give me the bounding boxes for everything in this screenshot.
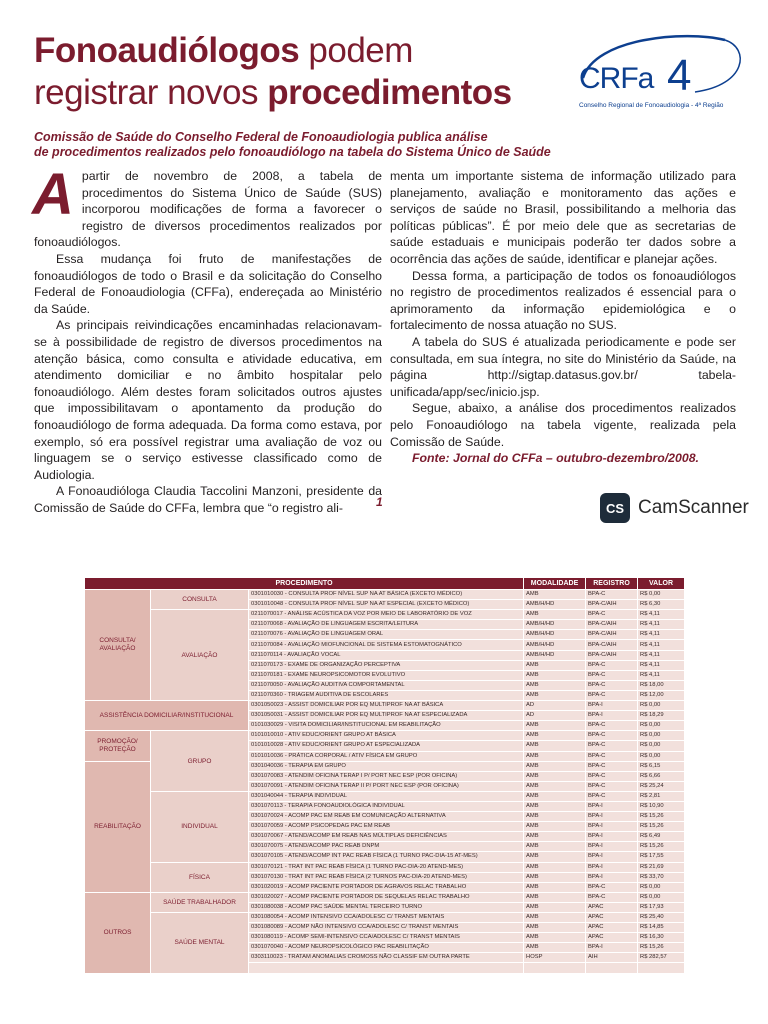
table-row xyxy=(85,913,685,923)
camscanner-watermark xyxy=(600,493,749,523)
cell-procedure: 0301010048 - CONSULTA PROF NÍVEL SUP NA AT ESPECIAL (EXCETO MÉDICO) xyxy=(249,600,524,610)
cell-modality: AMB xyxy=(524,610,586,620)
cell-modality: AMB xyxy=(524,721,586,731)
cell-registry: BPA-C xyxy=(586,781,638,791)
cell-procedure: 0211070050 - AVALIAÇÃO AUDITIVA COMPORTAMENTAL xyxy=(249,680,524,690)
subtitle-line-2: de procedimentos realizados pelo fonoaudiólogo na tabela do Sistema Único de Saúde xyxy=(34,145,551,159)
cell-registry: APAC xyxy=(586,913,638,923)
cell-value: R$ 18,00 xyxy=(638,680,685,690)
cell-registry: BPA-I xyxy=(586,711,638,721)
cell-modality: AMB xyxy=(524,933,586,943)
cell-procedure: 0101010036 - PRÁTICA CORPORAL / ATIV FÍSICA EM GRUPO xyxy=(249,751,524,761)
cell-procedure: 0303110023 - TRATAM ANOMALIAS CROMOSS NÃO CLASSIF EM OUTRA PARTE xyxy=(249,953,524,963)
cell-modality: AMB/H/HD xyxy=(524,650,586,660)
cell-procedure: 0211070068 - AVALIAÇÃO DE LINGUAGEM ESCRITA/LEITURA xyxy=(249,620,524,630)
title-normal-1: podem xyxy=(299,31,413,70)
subgroup-cell: AVALIAÇÃO xyxy=(151,610,249,701)
logo-text: CRFa xyxy=(579,62,654,95)
cell-modality: AD xyxy=(524,711,586,721)
cell-registry: BPA-C xyxy=(586,670,638,680)
paragraph: menta um importante sistema de informação utilizado para planejamento, avaliação e monitoramento das ações e serviços de saúde no Brasil, possibilitando a melhoria das políticas públicas”. É por meio dele que as secretarias de saúde estaduais e municipais poderão ter dados sobre a ocorrência das ações de saúde, identificar e planejar ações. xyxy=(390,169,736,266)
cell-procedure: 0211070017 - ANÁLISE ACÚSTICA DA VOZ POR MEIO DE LABORATÓRIO DE VOZ xyxy=(249,610,524,620)
paragraph: A tabela do SUS é atualizada periodicamente e pode ser consultada, em sua íntegra, no site do Ministério da Saúde, na página http://sigtap.datasus.gov.br/ tabela-unificada/app/sec/inicio.jsp. xyxy=(390,334,736,399)
cell-modality: AMB xyxy=(524,660,586,670)
cell-registry: APAC xyxy=(586,933,638,943)
cell-value xyxy=(638,963,685,973)
cell-procedure: 0301070059 - ACOMP PSICOPEDAG PAC EM REAB xyxy=(249,822,524,832)
cell-registry: BPA-C/AIH xyxy=(586,630,638,640)
cell-value: R$ 0,00 xyxy=(638,590,685,600)
cell-value: R$ 2,81 xyxy=(638,791,685,801)
cell-procedure: 0301070024 - ACOMP PAC EM REAB EM COMUNICAÇÃO ALTERNATIVA xyxy=(249,812,524,822)
cell-modality: AMB xyxy=(524,852,586,862)
cell-value: R$ 6,15 xyxy=(638,761,685,771)
cell-registry: BPA-I xyxy=(586,943,638,953)
cell-registry: APAC xyxy=(586,902,638,912)
cell-modality: AMB xyxy=(524,892,586,902)
table-row xyxy=(85,731,685,741)
cell-procedure: 0301050023 - ASSIST DOMICILIAR POR EQ MULTIPROF NA AT BÁSICA xyxy=(249,701,524,711)
cell-value: R$ 12,00 xyxy=(638,690,685,700)
cell-value: R$ 10,90 xyxy=(638,801,685,811)
cell-registry: BPA-I xyxy=(586,822,638,832)
header-procedimento: PROCEDIMENTO xyxy=(85,578,524,590)
title-bold-1: Fonoaudiólogos xyxy=(34,31,300,70)
cell-registry: BPA-C/AIH xyxy=(586,600,638,610)
cell-registry: BPA-I xyxy=(586,801,638,811)
cell-modality: AMB/H/HD xyxy=(524,600,586,610)
title-normal-2: registrar novos xyxy=(34,73,268,112)
group-cell: CONSULTA/ AVALIAÇÃO xyxy=(85,590,151,701)
paragraph: Essa mudança foi fruto de manifestações de fonoaudiólogos de todo o Brasil e da solicitação do Conselho Federal de Fonoaudiologia (CFFa), endereçada ao Ministério da Saúde. xyxy=(34,251,382,316)
cell-procedure: 0301070083 - ATENDIM OFICINA TERAP I P/ PORT NEC ESP (POR OFICINA) xyxy=(249,771,524,781)
cell-modality: AMB xyxy=(524,943,586,953)
cell-value: R$ 0,00 xyxy=(638,701,685,711)
cell-modality: AMB xyxy=(524,913,586,923)
cell-procedure: 0301050031 - ASSIST DOMICILIAR POR EQ MULTIPROF NA AT ESPECIALIZADA xyxy=(249,711,524,721)
article-column-1 xyxy=(32,162,382,516)
table-row xyxy=(85,862,685,872)
cell-value: R$ 0,00 xyxy=(638,892,685,902)
cell-modality: AMB xyxy=(524,882,586,892)
table-row xyxy=(85,590,685,600)
cell-modality: AMB xyxy=(524,791,586,801)
cell-value: R$ 33,70 xyxy=(638,872,685,882)
cell-registry: BPA-I xyxy=(586,812,638,822)
cell-value: R$ 4,11 xyxy=(638,670,685,680)
cell-value: R$ 15,26 xyxy=(638,812,685,822)
group-cell: OUTROS xyxy=(85,892,151,973)
cell-value: R$ 18,29 xyxy=(638,711,685,721)
cell-value: R$ 15,26 xyxy=(638,822,685,832)
cell-value: R$ 15,26 xyxy=(638,842,685,852)
cell-value: R$ 16,30 xyxy=(638,933,685,943)
cell-modality: AD xyxy=(524,701,586,711)
cell-modality: AMB xyxy=(524,902,586,912)
cell-procedure: 0301080054 - ACOMP INTENSIVO CCA/ADOLESC C/ TRANST MENTAIS xyxy=(249,913,524,923)
cell-modality xyxy=(524,963,586,973)
cell-procedure: 0101010010 - ATIV EDUC/ORIENT GRUPO AT BÁSICA xyxy=(249,731,524,741)
cell-value: R$ 0,00 xyxy=(638,882,685,892)
cell-modality: AMB xyxy=(524,670,586,680)
cell-registry: BPA-C xyxy=(586,660,638,670)
cell-registry: BPA-C xyxy=(586,882,638,892)
cell-value: R$ 4,11 xyxy=(638,640,685,650)
cell-modality: AMB xyxy=(524,590,586,600)
cell-value: R$ 4,11 xyxy=(638,620,685,630)
logo-subtitle: Conselho Regional de Fonoaudiologia - 4ª Região xyxy=(579,102,724,109)
cell-modality: AMB xyxy=(524,832,586,842)
title-bold-2: procedimentos xyxy=(267,73,512,112)
cell-procedure: 0301070121 - TRAT INT PAC REAB FÍSICA (1 TURNO PAC-DIA-20 ATEND-MES) xyxy=(249,862,524,872)
cell-modality: AMB xyxy=(524,761,586,771)
cell-value: R$ 21,69 xyxy=(638,862,685,872)
cell-modality: AMB xyxy=(524,680,586,690)
subtitle-line-1: Comissão de Saúde do Conselho Federal de Fonoaudiologia publica análise xyxy=(34,130,488,144)
paragraph: partir de novembro de 2008, a tabela de procedimentos do Sistema Único de Saúde (SUS) incorporou modificações de forma a favorecer o registro de diversos procedimentos realizados por fonoaudiólogos. xyxy=(34,169,382,250)
header-registro: REGISTRO xyxy=(586,578,638,590)
cell-procedure: 0211070114 - AVALIAÇÃO VOCAL xyxy=(249,650,524,660)
cell-registry: BPA-C xyxy=(586,771,638,781)
cell-modality: AMB/H/HD xyxy=(524,620,586,630)
cell-modality: AMB xyxy=(524,731,586,741)
cell-value: R$ 0,00 xyxy=(638,731,685,741)
table-row xyxy=(85,892,685,902)
cell-value: R$ 4,11 xyxy=(638,630,685,640)
cell-modality: AMB xyxy=(524,781,586,791)
cell-value: R$ 17,55 xyxy=(638,852,685,862)
cell-modality: AMB/H/HD xyxy=(524,630,586,640)
cell-modality: AMB xyxy=(524,822,586,832)
cell-procedure: 0301040036 - TERAPIA EM GRUPO xyxy=(249,761,524,771)
cell-procedure: 0301070105 - ATEND/ACOMP INT PAC REAB FÍSICA (1 TURNO PAC-DIA-15 AT-MES) xyxy=(249,852,524,862)
cell-modality: AMB xyxy=(524,923,586,933)
subgroup-cell: GRUPO xyxy=(151,731,249,792)
cell-registry: AIH xyxy=(586,953,638,963)
cell-modality: HOSP xyxy=(524,953,586,963)
cell-procedure: 0301010030 - CONSULTA PROF NÍVEL SUP NA AT BÁSICA (EXCETO MÉDICO) xyxy=(249,590,524,600)
subgroup-cell: FÍSICA xyxy=(151,862,249,892)
cell-procedure: 0301070113 - TERAPIA FONOAUDIOLÓGICA INDIVIDUAL xyxy=(249,801,524,811)
cell-registry: BPA-I xyxy=(586,862,638,872)
table-row xyxy=(85,610,685,620)
cell-procedure: 0301040044 - TERAPIA INDIVIDUAL xyxy=(249,791,524,801)
cell-registry: BPA-C xyxy=(586,791,638,801)
subgroup-cell: SAÚDE TRABALHADOR xyxy=(151,892,249,912)
cell-procedure: 0301070091 - ATENDIM OFICINA TERAP II P/ PORT NEC ESP (POR OFICINA) xyxy=(249,781,524,791)
header-modalidade: MODALIDADE xyxy=(524,578,586,590)
group-cell: REABILITAÇÃO xyxy=(85,761,151,892)
cell-registry: BPA-C xyxy=(586,610,638,620)
crfa-logo xyxy=(575,30,755,120)
paragraph: Segue, abaixo, a análise dos procedimentos realizados pelo Fonoaudiólogo na tabela vigente, realizada pela Comissão de Saúde. xyxy=(390,401,736,449)
cell-procedure: 0301080038 - ACOMP PAC SAÚDE MENTAL TERCEIRO TURNO xyxy=(249,902,524,912)
cell-procedure: 0301070067 - ATEND/ACOMP EM REAB NAS MÚLTIPLAS DEFICIÊNCIAS xyxy=(249,832,524,842)
cell-registry: BPA-C xyxy=(586,761,638,771)
cell-procedure: 0211070084 - AVALIAÇÃO MIOFUNCIONAL DE SISTEMA ESTOMATOGNÁTICO xyxy=(249,640,524,650)
cell-procedure: 0211070181 - EXAME NEUROPSICOMOTOR EVOLUTIVO xyxy=(249,670,524,680)
article-source: Fonte: Jornal do CFFa – outubro-dezembro/2008. xyxy=(412,451,699,466)
cell-registry: BPA-I xyxy=(586,842,638,852)
cell-modality: AMB/H/HD xyxy=(524,640,586,650)
cell-value: R$ 4,11 xyxy=(638,650,685,660)
paragraph: As principais reivindicações encaminhadas relacionavam-se à possibilidade de registro de diversos procedimentos na atenção básica, como consulta e atividade educativa, em atendimento domiciliar e no âmbito hospitalar pelo fonoaudiólogo. Além destes foram solicitados outros ajustes que impossibilitavam o apontamento da produção do fonoaudiólogo de forma adequada. Da forma como estava, por exemplo, só era possível registrar uma avaliação de voz ou linguagem se o serviço estivesse classificado como de Audiologia. xyxy=(34,318,382,482)
cell-modality: AMB xyxy=(524,842,586,852)
cell-procedure: 0301080119 - ACOMP SEMI-INTENSIVO CCA/ADOLESC C/ TRANST MENTAIS xyxy=(249,933,524,943)
cell-modality: AMB xyxy=(524,741,586,751)
cell-modality: AMB xyxy=(524,801,586,811)
cell-value: R$ 0,00 xyxy=(638,721,685,731)
cell-procedure: 0211070360 - TRIAGEM AUDITIVA DE ESCOLARES xyxy=(249,690,524,700)
cell-procedure: 0211070173 - EXAME DE ORGANIZAÇÃO PERCEPTIVA xyxy=(249,660,524,670)
cell-procedure: 0301070075 - ATEND/ACOMP PAC REAB DNPM xyxy=(249,842,524,852)
group-cell: PROMOÇÃO/ PROTEÇÃO xyxy=(85,731,151,761)
header-valor: VALOR xyxy=(638,578,685,590)
cell-registry: BPA-C xyxy=(586,690,638,700)
subgroup-cell: CONSULTA xyxy=(151,590,249,610)
cell-procedure xyxy=(249,963,524,973)
cell-registry: BPA-C xyxy=(586,741,638,751)
page-number: 1 xyxy=(376,495,383,509)
cell-registry: BPA-C/AIH xyxy=(586,650,638,660)
cell-registry: BPA-I xyxy=(586,701,638,711)
cell-registry: BPA-C xyxy=(586,590,638,600)
cell-procedure: 0301070130 - TRAT INT PAC REAB FÍSICA (2 TURNOS PAC-DIA-20 ATEND-MES) xyxy=(249,872,524,882)
logo-number: 4 xyxy=(667,51,692,100)
cell-value: R$ 17,93 xyxy=(638,902,685,912)
cell-modality: AMB xyxy=(524,872,586,882)
cell-registry: APAC xyxy=(586,923,638,933)
drop-cap: A xyxy=(32,162,74,227)
cell-value: R$ 6,30 xyxy=(638,600,685,610)
cell-procedure: 0211070076 - AVALIAÇÃO DE LINGUAGEM ORAL xyxy=(249,630,524,640)
cell-procedure: 0101030029 - VISITA DOMICILIAR/INSTITUCIONAL EM REABILITAÇÃO xyxy=(249,721,524,731)
cell-registry: BPA-I xyxy=(586,852,638,862)
cell-modality: AMB xyxy=(524,751,586,761)
cell-registry: BPA-C xyxy=(586,751,638,761)
subgroup-cell: SAÚDE MENTAL xyxy=(151,913,249,974)
cell-modality: AMB xyxy=(524,771,586,781)
subgroup-cell: INDIVIDUAL xyxy=(151,791,249,862)
cell-registry: BPA-C/AIH xyxy=(586,620,638,630)
table-row xyxy=(85,791,685,801)
cell-value: R$ 4,11 xyxy=(638,660,685,670)
procedures-table xyxy=(84,577,685,974)
cell-registry: BPA-C xyxy=(586,892,638,902)
cell-registry: BPA-C xyxy=(586,721,638,731)
camscanner-icon: CS xyxy=(600,493,630,523)
table-row xyxy=(85,701,685,711)
cell-procedure: 0101010028 - ATIV EDUC/ORIENT GRUPO AT ESPECIALIZADA xyxy=(249,741,524,751)
cell-value: R$ 25,40 xyxy=(638,913,685,923)
cell-value: R$ 6,66 xyxy=(638,771,685,781)
cell-modality: AMB xyxy=(524,862,586,872)
camscanner-label: CamScanner xyxy=(638,497,749,518)
cell-value: R$ 0,00 xyxy=(638,741,685,751)
cell-value: R$ 14,85 xyxy=(638,923,685,933)
cell-registry xyxy=(586,963,638,973)
cell-registry: BPA-C/AIH xyxy=(586,640,638,650)
cell-registry: BPA-I xyxy=(586,872,638,882)
cell-registry: BPA-I xyxy=(586,832,638,842)
cell-registry: BPA-C xyxy=(586,680,638,690)
cell-procedure: 0301020027 - ACOMP PACIENTE PORTADOR DE SEQUELAS RELAC TRABALHO xyxy=(249,892,524,902)
cell-value: R$ 25,24 xyxy=(638,781,685,791)
table-header-row xyxy=(85,578,685,590)
cell-modality: AMB xyxy=(524,690,586,700)
paragraph: A Fonoaudióloga Claudia Taccolini Manzoni, presidente da Comissão de Saúde do CFFa, lembra que “o registro ali- xyxy=(34,484,382,515)
cell-value: R$ 4,11 xyxy=(638,610,685,620)
cell-value: R$ 6,49 xyxy=(638,832,685,842)
cell-procedure: 0301020019 - ACOMP PACIENTE PORTADOR DE AGRAVOS RELAC TRABALHO xyxy=(249,882,524,892)
article-column-2 xyxy=(390,168,736,467)
cell-value: R$ 282,57 xyxy=(638,953,685,963)
article-title xyxy=(34,30,574,114)
cell-modality: AMB xyxy=(524,812,586,822)
cell-procedure: 0301080089 - ACOMP NÃO INTENSIVO CCA/ADOLESC C/ TRANST MENTAIS xyxy=(249,923,524,933)
cell-value: R$ 0,00 xyxy=(638,751,685,761)
article-subtitle xyxy=(34,130,734,160)
group-cell: ASSISTÊNCIA DOMICILIAR/INSTITUCIONAL xyxy=(85,701,249,731)
cell-registry: BPA-C xyxy=(586,731,638,741)
cell-value: R$ 15,26 xyxy=(638,943,685,953)
cell-procedure: 0301070040 - ACOMP NEUROPSICOLÓGICO PAC REABILITAÇÃO xyxy=(249,943,524,953)
paragraph: Dessa forma, a participação de todos os fonoaudiólogos no registro de procedimentos realizados é essencial para o aprimoramento da informação epidemiológica e o fortalecimento de nossa atuação no SUS. xyxy=(390,268,736,333)
